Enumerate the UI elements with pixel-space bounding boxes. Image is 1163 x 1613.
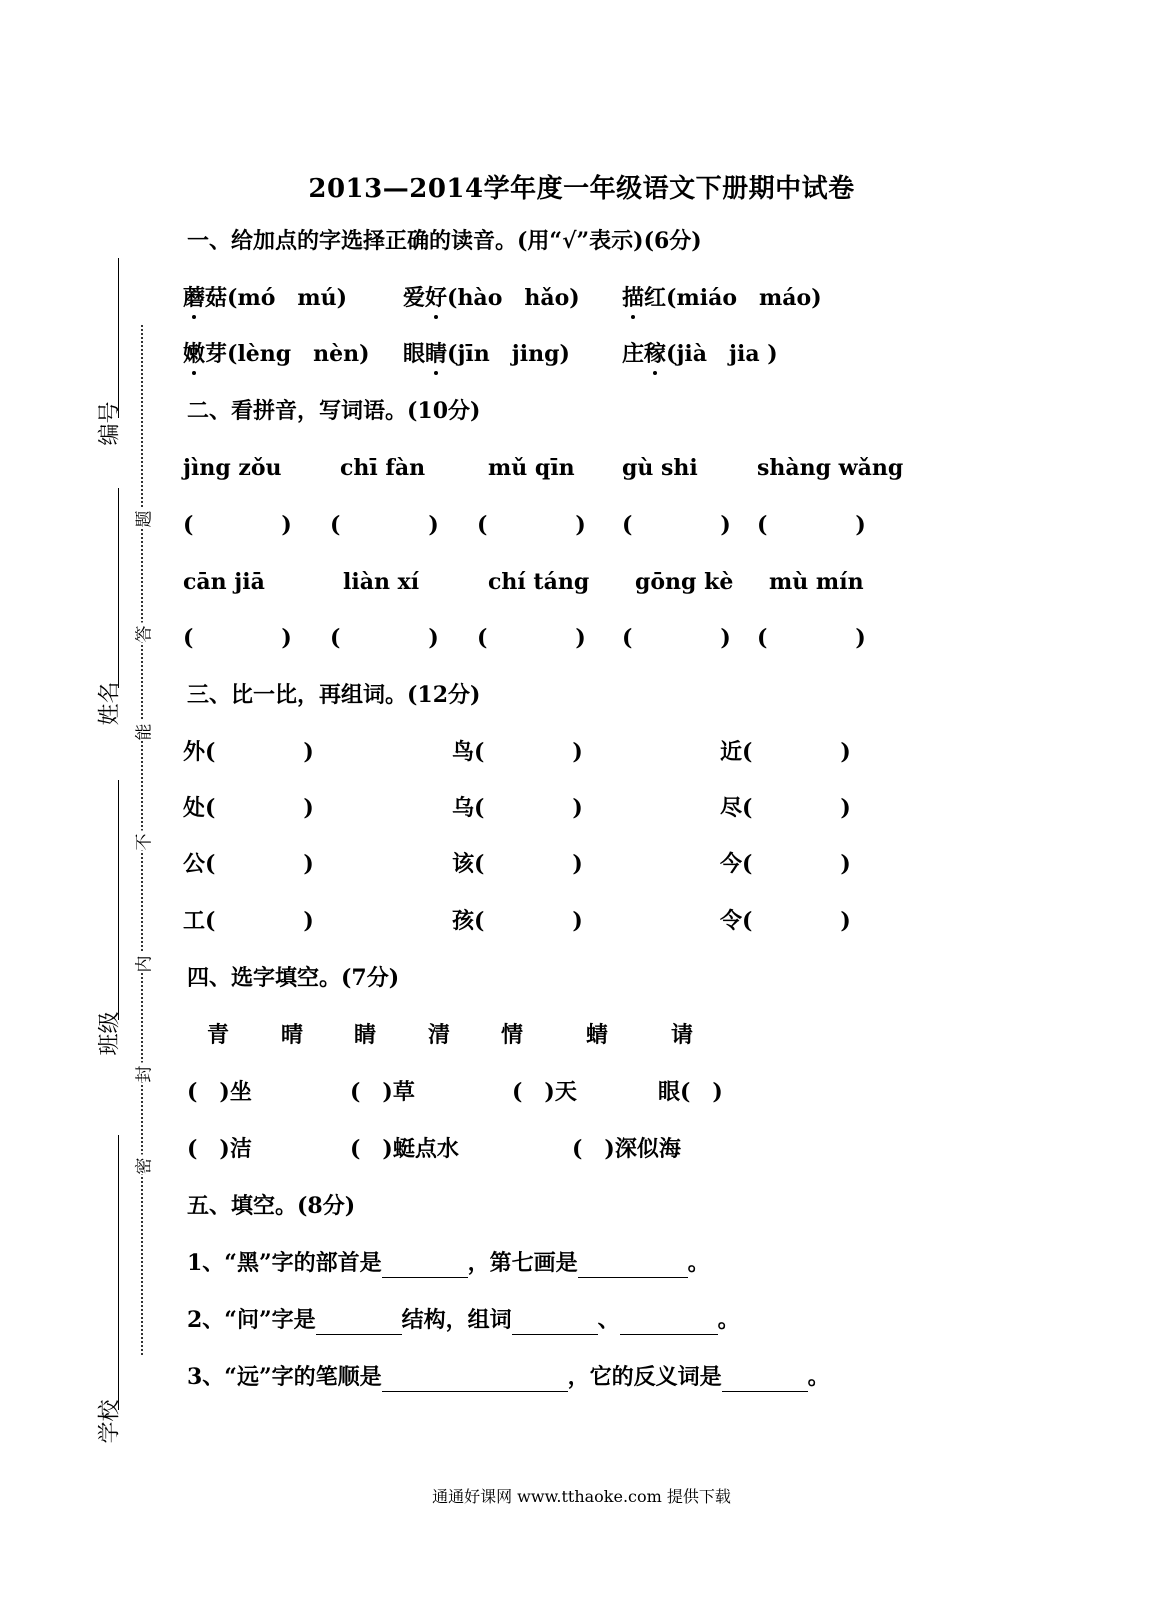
- margin-label-school: 学校: [97, 1399, 123, 1444]
- s1-item: 蘑菇(mó mú): [183, 285, 348, 311]
- pinyin-word: gù shi: [622, 455, 698, 481]
- page-title: 2013—2014学年度一年级语文下册期中试卷: [308, 174, 855, 204]
- s5-question-2: 2、“问”字是 结构，组词 、 。: [187, 1307, 740, 1333]
- s5-question-3: 3、“远”字的笔顺是 ，它的反义词是 。: [187, 1364, 830, 1390]
- footer-credit: 通通好课网 www.tthaoke.com 提供下载: [432, 1487, 731, 1506]
- char-option: 蜻: [586, 1022, 609, 1048]
- compare-item: 令( ): [720, 908, 851, 934]
- margin-line-1: [118, 258, 119, 418]
- seal-char-neng: 能: [130, 721, 155, 741]
- section-1-heading: 一、给加点的字选择正确的读音。(用“√”表示)(6分): [187, 228, 702, 254]
- pinyin-word: liàn xí: [343, 569, 420, 595]
- answer-paren[interactable]: ( ): [183, 512, 292, 538]
- pinyin-word: shàng wǎng: [757, 455, 904, 481]
- answer-paren[interactable]: ( ): [622, 625, 731, 651]
- seal-char-nei: 内: [130, 953, 155, 973]
- margin-line-2: [118, 488, 119, 688]
- fill-item[interactable]: ( )天: [512, 1079, 577, 1105]
- fill-item[interactable]: ( )蜓点水: [350, 1136, 459, 1162]
- fill-item[interactable]: ( )坐: [187, 1079, 252, 1105]
- margin-label-class: 班级: [97, 1011, 123, 1056]
- answer-blank[interactable]: [512, 1312, 598, 1335]
- char-option: 晴: [281, 1022, 304, 1048]
- char-option: 请: [671, 1022, 694, 1048]
- pinyin-word: jìng zǒu: [183, 455, 282, 481]
- compare-item: 该( ): [452, 851, 583, 877]
- s1-item: 眼睛(jīn jing): [403, 341, 570, 367]
- pinyin-word: cān jiā: [183, 569, 265, 595]
- seal-char-feng: 封: [130, 1063, 155, 1083]
- char-option: 情: [501, 1022, 524, 1048]
- fill-item[interactable]: ( )洁: [187, 1136, 252, 1162]
- s5-question-1: 1、“黑”字的部首是 ，第七画是 。: [187, 1250, 710, 1276]
- pinyin-word: chī fàn: [340, 455, 426, 481]
- pinyin-word: chí táng: [488, 569, 590, 595]
- answer-paren[interactable]: ( ): [757, 512, 866, 538]
- section-2-heading: 二、看拼音，写词语。(10分): [187, 398, 481, 424]
- s1-item: 嫩芽(lèng nèn): [183, 341, 370, 367]
- answer-blank[interactable]: [316, 1312, 402, 1335]
- fill-item[interactable]: 眼( ): [658, 1079, 723, 1105]
- fill-item[interactable]: ( )深似海: [572, 1136, 681, 1162]
- margin-line-4: [118, 1135, 119, 1410]
- s1-item: 描红(miáo máo): [622, 285, 822, 311]
- s1-item: 庄稼(jià jia ): [622, 341, 778, 367]
- section-5-heading: 五、填空。(8分): [187, 1193, 356, 1219]
- compare-item: 鸟( ): [452, 739, 583, 765]
- answer-paren[interactable]: ( ): [477, 625, 586, 651]
- compare-item: 近( ): [720, 739, 851, 765]
- fill-item[interactable]: ( )草: [350, 1079, 415, 1105]
- compare-item: 处( ): [183, 795, 314, 821]
- section-3-heading: 三、比一比，再组词。(12分): [187, 682, 481, 708]
- margin-label-name: 姓名: [97, 681, 123, 726]
- answer-blank[interactable]: [382, 1255, 468, 1278]
- compare-item: 孩( ): [452, 908, 583, 934]
- seal-char-mi: 密: [130, 1155, 155, 1175]
- seal-char-da: 答: [130, 623, 155, 643]
- answer-paren[interactable]: ( ): [622, 512, 731, 538]
- seal-char-ti: 题: [130, 508, 155, 528]
- char-option: 青: [207, 1022, 230, 1048]
- compare-item: 乌( ): [452, 795, 583, 821]
- margin-line-3: [118, 780, 119, 1020]
- answer-blank[interactable]: [722, 1369, 808, 1392]
- s1-item: 爱好(hào hǎo): [403, 285, 580, 311]
- margin-label-number: 编号: [97, 401, 123, 446]
- answer-paren[interactable]: ( ): [183, 625, 292, 651]
- pinyin-word: mǔ qīn: [488, 455, 575, 481]
- answer-paren[interactable]: ( ): [477, 512, 586, 538]
- compare-item: 外( ): [183, 739, 314, 765]
- answer-paren[interactable]: ( ): [330, 512, 439, 538]
- compare-item: 今( ): [720, 851, 851, 877]
- char-option: 睛: [354, 1022, 377, 1048]
- answer-blank[interactable]: [578, 1255, 688, 1278]
- compare-item: 尽( ): [720, 795, 851, 821]
- pinyin-word: mù mín: [769, 569, 864, 595]
- answer-paren[interactable]: ( ): [330, 625, 439, 651]
- compare-item: 工( ): [183, 908, 314, 934]
- answer-paren[interactable]: ( ): [757, 625, 866, 651]
- answer-blank[interactable]: [620, 1312, 718, 1335]
- char-option: 清: [428, 1022, 451, 1048]
- answer-blank[interactable]: [382, 1369, 568, 1392]
- pinyin-word: gōng kè: [635, 569, 734, 595]
- compare-item: 公( ): [183, 851, 314, 877]
- seal-char-bu: 不: [130, 831, 155, 851]
- section-4-heading: 四、选字填空。(7分): [187, 965, 400, 991]
